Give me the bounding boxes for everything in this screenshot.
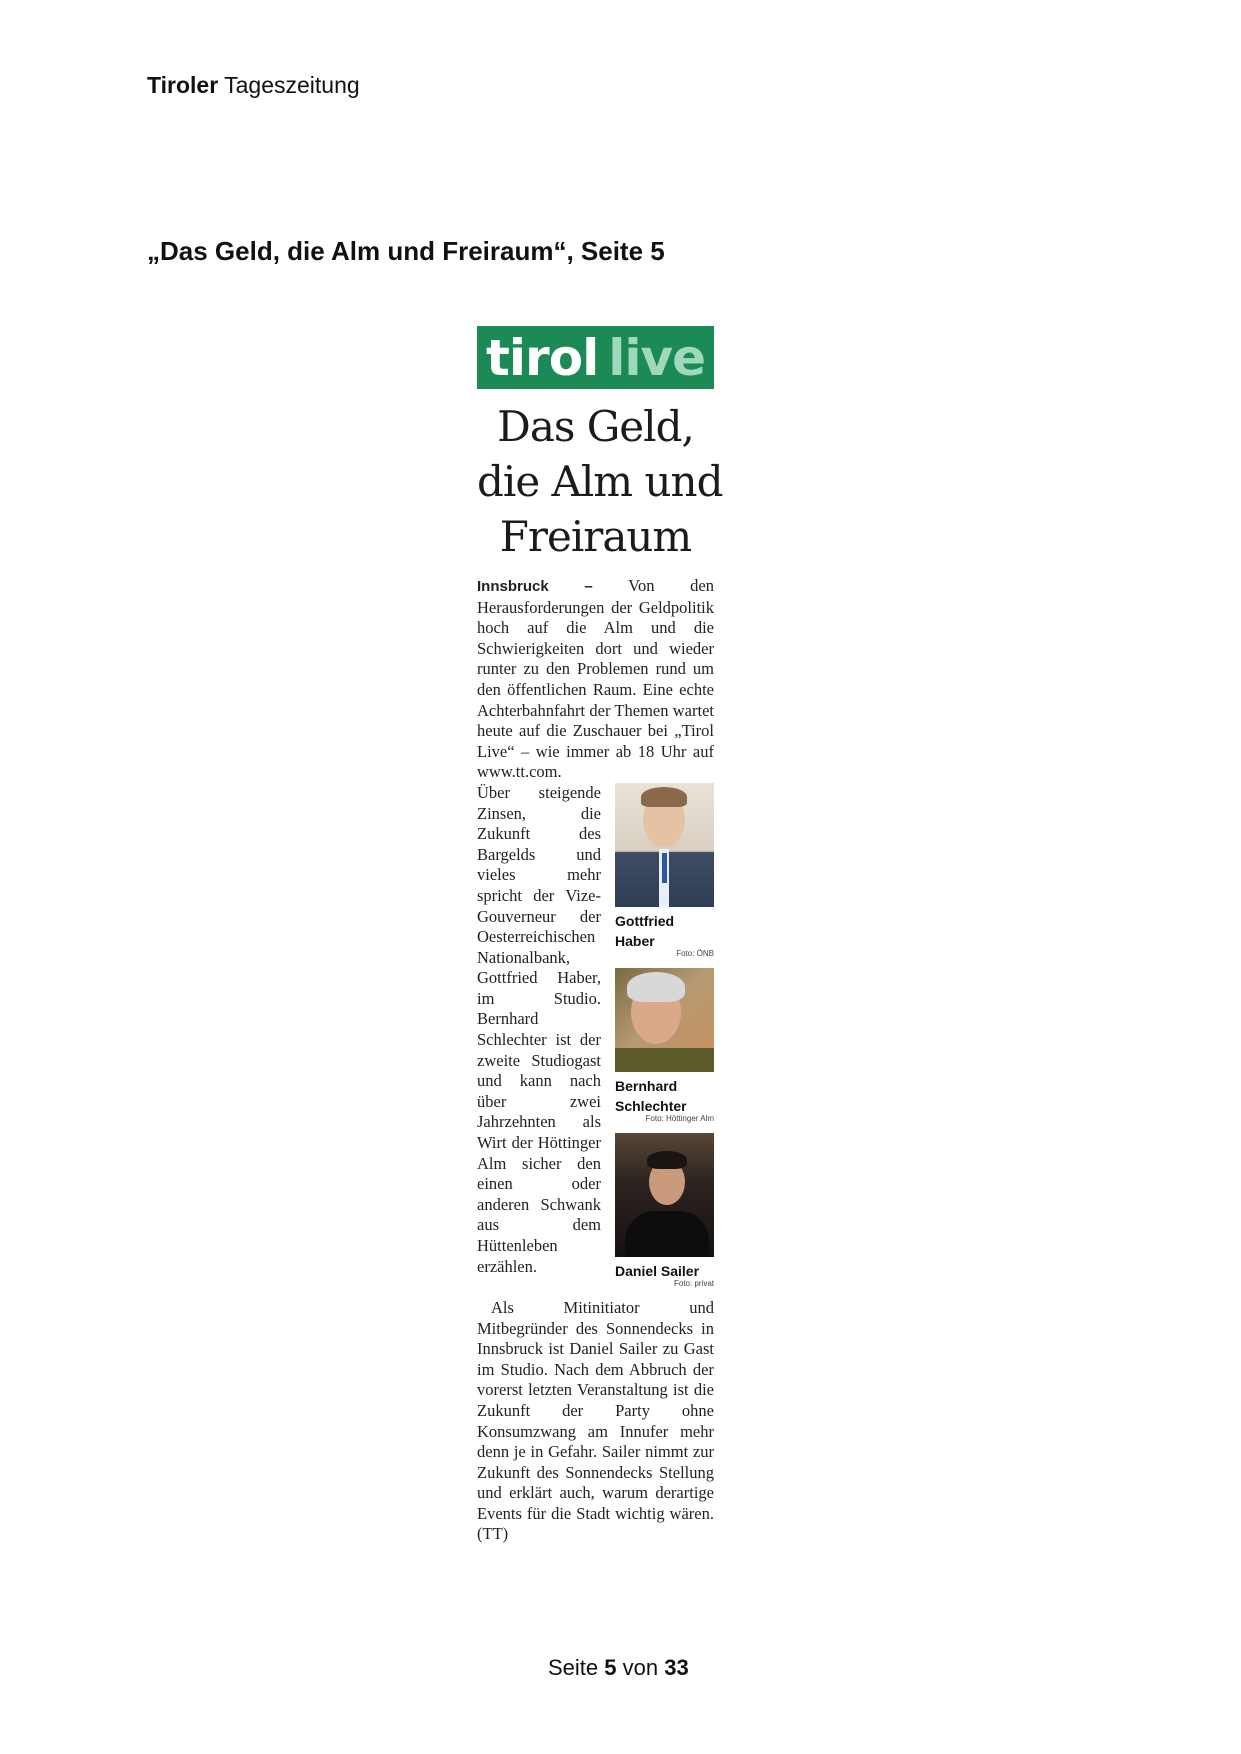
page-middle: von xyxy=(616,1655,665,1680)
dateline: Innsbruck – xyxy=(477,578,593,595)
shirt-shape xyxy=(625,1211,709,1257)
article-title xyxy=(477,399,723,564)
article-headline: „Das Geld, die Alm und Freiraum“, Seite 5 xyxy=(147,236,665,266)
photo-credit: Foto: ÖNB xyxy=(676,948,714,958)
brand-bold: Tiroler xyxy=(147,72,219,98)
page-number xyxy=(548,1655,689,1681)
title-line: Freiraum xyxy=(499,512,692,561)
narrow-column xyxy=(477,783,601,1298)
hair-shape xyxy=(647,1151,687,1169)
current-page: 5 xyxy=(604,1655,617,1680)
total-pages: 33 xyxy=(664,1655,689,1680)
portrait-photo-haber xyxy=(615,783,714,907)
lead-text: Von den Herausforderungen der Geldpolitik hoch auf die Alm und die Schwierigkeiten dort und wieder runter zu den Problemen rund um den öffentlichen Raum. Eine echte Achterbahnfahrt der Themen wartet heute auf die Zuschauer bei „Tirol Live“ – wie immer ab 18 Uhr auf www.tt.com. xyxy=(477,576,714,782)
photo-caption: Bernhard Schlechter xyxy=(615,1077,687,1114)
photo-column xyxy=(615,783,714,1298)
brand-rest: Tageszeitung xyxy=(218,72,360,98)
photo-caption: Daniel Sailer xyxy=(615,1262,700,1279)
jacket-shape xyxy=(615,1048,714,1072)
closing-paragraph: Als Mitinitiator und Mitbegründer des Sonnendecks in Innsbruck ist Daniel Sailer zu Gast im Studio. Nach dem Abbruch der vorerst letzten Veranstaltung ist die Zukunft der Party ohne Konsumzwang am Innufer mehr denn je in Gefahr. Sailer nimmt zur Zukunft des Sonnendecks Stellung und erklärt auch, warum derartige Events für die Stadt wichtig wären. (TT) xyxy=(477,1297,714,1544)
portrait-photo-sailer xyxy=(615,1133,714,1257)
title-line: Das Geld, xyxy=(497,402,694,451)
logo-word-live: live xyxy=(608,328,705,387)
tirol-live-logo xyxy=(477,326,714,389)
logo-word-tirol: tirol xyxy=(486,328,599,387)
photo-credit: Foto: privat xyxy=(673,1278,714,1288)
body-paragraph: Über steigende Zinsen, die Zukunft des Bargelds und vieles mehr spricht der Vize-Gouverneur der Oesterreichischen Nationalbank, Gottfried Haber, im Studio. Bernhard Schlechter ist der zweite Studiogast und kann nach über zwei Jahrzehnten als Wirt der Höttinger Alm sicher den einen oder anderen Schwank aus dem Hüttenleben erzählen. xyxy=(477,782,601,1276)
portrait-photo-schlechter xyxy=(615,968,714,1072)
page-prefix: Seite xyxy=(548,1655,605,1680)
newspaper-clipping xyxy=(477,326,723,1545)
hair-shape xyxy=(641,787,687,807)
lead-paragraph xyxy=(477,576,714,783)
tie-shape xyxy=(662,853,667,883)
photo-caption: Gottfried Haber xyxy=(615,912,675,949)
hair-shape xyxy=(627,972,685,1002)
photo-credit: Foto: Höttinger Alm xyxy=(645,1113,714,1123)
text-with-photos xyxy=(477,783,714,1298)
publication-header xyxy=(147,72,360,99)
title-line: die Alm und xyxy=(477,457,723,506)
